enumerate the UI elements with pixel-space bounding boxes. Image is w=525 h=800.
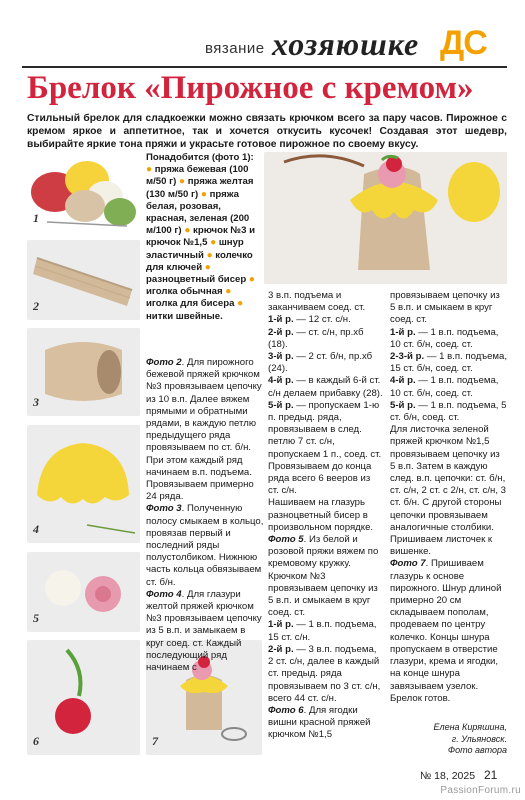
instruction-text: 3 в.п. подъема и заканчиваем соед. ст. bbox=[268, 290, 366, 314]
instruction-text: — 1 в.п. подъема, 10 ст. б/н, соед. ст. bbox=[390, 375, 499, 399]
material-item: колечко для ключей bbox=[146, 249, 253, 273]
instruction-paragraph bbox=[146, 589, 264, 674]
instruction-text: — ст. с/н, пр.хб (18). bbox=[268, 326, 364, 350]
photo-number: 1 bbox=[33, 211, 39, 225]
bullet-dot: ● bbox=[210, 237, 217, 249]
material-item: нитки швейные. bbox=[146, 310, 223, 322]
instruction-paragraph bbox=[268, 327, 383, 351]
material-item: пряжа желтая (130 м/50 г) bbox=[146, 176, 254, 200]
instruction-text: Нашиваем на глазурь разноцветный бисер в произвольном порядке. bbox=[268, 497, 374, 533]
instruction-text: — пропускаем 1-ю п. предыд. ряда, провязываем в след. петлю 7 ст. с/н, пропускаем 1 п., соед. ст. Провязываем до конца ряда всего 6 вееров из ст. с/н. bbox=[268, 399, 382, 497]
cream-circles-illustration bbox=[27, 552, 140, 632]
photo-5-cream bbox=[27, 552, 140, 632]
photo-4-glaze bbox=[27, 425, 140, 543]
instruction-text: — 1 в.п. подъема, 15 ст. с/н. bbox=[268, 619, 377, 643]
photo-3-ring bbox=[27, 328, 140, 416]
magazine-logo: ДС bbox=[440, 24, 487, 62]
instruction-paragraph bbox=[268, 619, 383, 643]
header-divider bbox=[22, 66, 507, 68]
instruction-text: — 1 в.п. подъема, 15 ст. б/н, соед. ст. bbox=[390, 351, 508, 375]
article-lead: Стильный брелок для сладкоежки можно связать крючком всего за пару часов. Пирожное с кремом яркое и аппетитное, так и хочется откусить кусочек! Создавая этот шедевр, выбирайте яркие тона пряжи и украсьте готовое пирожное по своему вкусу. bbox=[27, 113, 507, 151]
instruction-paragraph bbox=[268, 705, 383, 742]
material-item: пряжа белая, розовая, красная, зеленая (200 м/100 г) bbox=[146, 188, 250, 237]
page-footer bbox=[420, 768, 497, 782]
bullet-dot: ● bbox=[184, 225, 191, 237]
bullet-dot: ● bbox=[237, 298, 244, 310]
material-item: иголка для бисера bbox=[146, 298, 235, 310]
knitted-ring-illustration bbox=[27, 328, 140, 416]
instruction-text: — 2 ст. б/н, пр.хб (24). bbox=[268, 351, 373, 375]
row-label: 4-й р. bbox=[268, 375, 294, 387]
photo-number: 2 bbox=[33, 299, 39, 313]
materials-intro: Понадобится (фото 1): bbox=[146, 152, 254, 163]
material-item: крючок №3 и крючок №1,5 bbox=[146, 225, 256, 249]
instruction-text: — 1 в.п. подъема, 5 ст. б/н, соед. ст. bbox=[390, 399, 507, 424]
instruction-text: . Для глазури желтой пряжей крючком №3 провязываем цепочку из 5 в.п. и замыкаем в круг соед. ст. Каждый последующий ряд начинаем с bbox=[146, 588, 262, 674]
instruction-paragraph bbox=[390, 290, 507, 327]
photo-label: Фото 4 bbox=[146, 588, 182, 600]
bullet-dot: ● bbox=[204, 261, 211, 273]
instruction-text: провязываем цепочку из 5 в.п. и смыкаем в круг соед. ст. bbox=[390, 290, 500, 326]
photo-label: Фото 7 bbox=[390, 558, 426, 570]
photo-label: Фото 2 bbox=[146, 357, 182, 368]
page-number: 21 bbox=[483, 768, 498, 782]
instruction-text: Для листочка зеленой пряжей крючком №1,5 провязываем цепочку из 5 в.п. Затем в каждую след. в.п. цепочки: ст. б/н, ст. с/н, 2 ст. с 2/н, ст. с/н, 3 ст. б/н. С другой стороны цепочки провязываем аналогичные столбики. Пришиваем листочек к вишенке. bbox=[390, 424, 506, 558]
row-label: 5-й р. bbox=[390, 399, 416, 411]
row-label: 4-й р. bbox=[390, 375, 416, 387]
finished-keychain-illustration bbox=[264, 152, 507, 284]
instruction-paragraph bbox=[268, 644, 383, 705]
material-item: шнур эластичный bbox=[146, 237, 244, 261]
photo-1-materials bbox=[27, 152, 140, 232]
material-item: разноцветный бисер bbox=[146, 274, 247, 286]
cherry-illustration bbox=[27, 640, 140, 755]
instruction-paragraph bbox=[268, 351, 383, 375]
instruction-text: — 1 в.п. подъема, 10 ст. б/н, соед. ст. bbox=[390, 326, 499, 350]
photo-number: 4 bbox=[33, 522, 39, 536]
yarn-balls-illustration bbox=[27, 152, 140, 232]
row-label: 2-й р. bbox=[268, 326, 294, 338]
instruction-text: . Для ягодки вишни красной пряжей крючком №1,5 bbox=[268, 704, 371, 741]
instruction-paragraph bbox=[268, 375, 383, 399]
bullet-dot: ● bbox=[178, 176, 186, 188]
yellow-glaze-illustration bbox=[27, 425, 140, 543]
photo-credit: Фото автора bbox=[447, 745, 507, 755]
instruction-paragraph bbox=[268, 314, 383, 326]
instruction-paragraph bbox=[390, 558, 507, 704]
instruction-paragraph bbox=[390, 351, 507, 375]
instruction-paragraph bbox=[390, 375, 507, 399]
instruction-text: — 12 ст. с/н. bbox=[293, 314, 351, 326]
photo-number: 3 bbox=[33, 395, 39, 409]
photo-number: 5 bbox=[33, 611, 39, 625]
instruction-paragraph bbox=[390, 327, 507, 351]
instruction-text: — в каждый 6-й ст. с/н делаем прибавку (28). bbox=[268, 375, 383, 399]
article-title: Брелок «Пирожное с кремом» bbox=[27, 70, 474, 106]
instruction-text: . Из белой и розовой пряжи вяжем по кремовому кружку. Крючком №3 провязываем цепочку из 5 в.п. и смыкаем в круг соед. ст. bbox=[268, 534, 379, 619]
photo-label: Фото 3 bbox=[146, 503, 182, 515]
row-label: 2-3-й р. bbox=[390, 351, 425, 363]
row-label: 3-й р. bbox=[268, 351, 294, 363]
photo-label: Фото 5 bbox=[268, 534, 304, 546]
author-signature bbox=[390, 722, 507, 757]
bullet-dot: ● bbox=[206, 249, 213, 261]
author-city: г. Ульяновск. bbox=[451, 733, 507, 744]
bullet-dot: ● bbox=[200, 188, 207, 200]
instructions-column-1 bbox=[146, 357, 264, 674]
instruction-paragraph bbox=[390, 400, 507, 424]
watermark: PassionForum.ru bbox=[440, 785, 521, 796]
bullet-dot: ● bbox=[225, 286, 232, 298]
instruction-text: . Полученную полосу смыкаем в кольцо, провязав первый и последний ряды полустолбиком. Нижнюю часть кольца обвязываем ст. б/н. bbox=[146, 503, 264, 588]
photo-number: 7 bbox=[152, 734, 158, 748]
knitted-strip-illustration bbox=[27, 240, 140, 320]
photo-6-cherry bbox=[27, 640, 140, 755]
instruction-paragraph bbox=[268, 290, 383, 314]
instruction-paragraph bbox=[146, 357, 264, 503]
instructions-column-2 bbox=[268, 290, 383, 742]
issue-number: № 18, 2025 bbox=[420, 770, 476, 782]
instruction-paragraph bbox=[146, 503, 264, 588]
photo-finished-keychain bbox=[264, 152, 507, 284]
section-small-label: вязание bbox=[205, 40, 265, 57]
photo-number: 6 bbox=[33, 734, 39, 748]
row-label: 1-й р. bbox=[390, 326, 416, 338]
instruction-paragraph bbox=[268, 497, 383, 534]
instruction-text: . Для пирожного бежевой пряжей крючком №3 провязываем цепочку из 10 в.п. Далее вяжем прямыми и обратными рядами, в каждую петлю предыдущего ряда провязываем по ст. б/н. При этом каждый ряд начинаем в.п. подъема. Провязываем примерно 24 ряда. bbox=[146, 357, 262, 503]
material-item: иголка обычная bbox=[146, 286, 223, 298]
row-label: 1-й р. bbox=[268, 314, 294, 326]
instructions-column-3 bbox=[390, 290, 507, 705]
author-name: Елена Киряшина, bbox=[433, 722, 507, 732]
bullet-dot: ● bbox=[248, 274, 255, 286]
photo-label: Фото 6 bbox=[268, 704, 304, 716]
bullet-dot: ● bbox=[146, 164, 153, 176]
section-title: хозяюшке bbox=[272, 26, 420, 62]
magazine-header bbox=[0, 0, 525, 70]
photo-2-strip bbox=[27, 240, 140, 320]
instruction-paragraph bbox=[268, 534, 383, 619]
instruction-paragraph bbox=[390, 424, 507, 558]
row-label: 5-й р. bbox=[268, 399, 294, 411]
material-item: пряжа бежевая (100 м/50 г) bbox=[146, 164, 249, 188]
instruction-text: . Пришиваем глазурь к основе пирожного. Шнур длиной примерно 20 см складываем пополам, продеваем по центру колечко. Концы шнура пропускаем в отверстие глазури, крема и ягодки, на конце шнура завязываем узелок. Брелок готов. bbox=[390, 558, 502, 704]
instruction-paragraph bbox=[268, 400, 383, 498]
materials-list bbox=[146, 152, 261, 323]
row-label: 2-й р. bbox=[268, 643, 294, 655]
instruction-text: — 3 в.п. подъема, 2 ст. с/н, далее в каждый ст. предыд. ряда провязываем по 3 ст. с/н, всего 44 ст. с/н. bbox=[268, 643, 381, 704]
row-label: 1-й р. bbox=[268, 619, 294, 631]
